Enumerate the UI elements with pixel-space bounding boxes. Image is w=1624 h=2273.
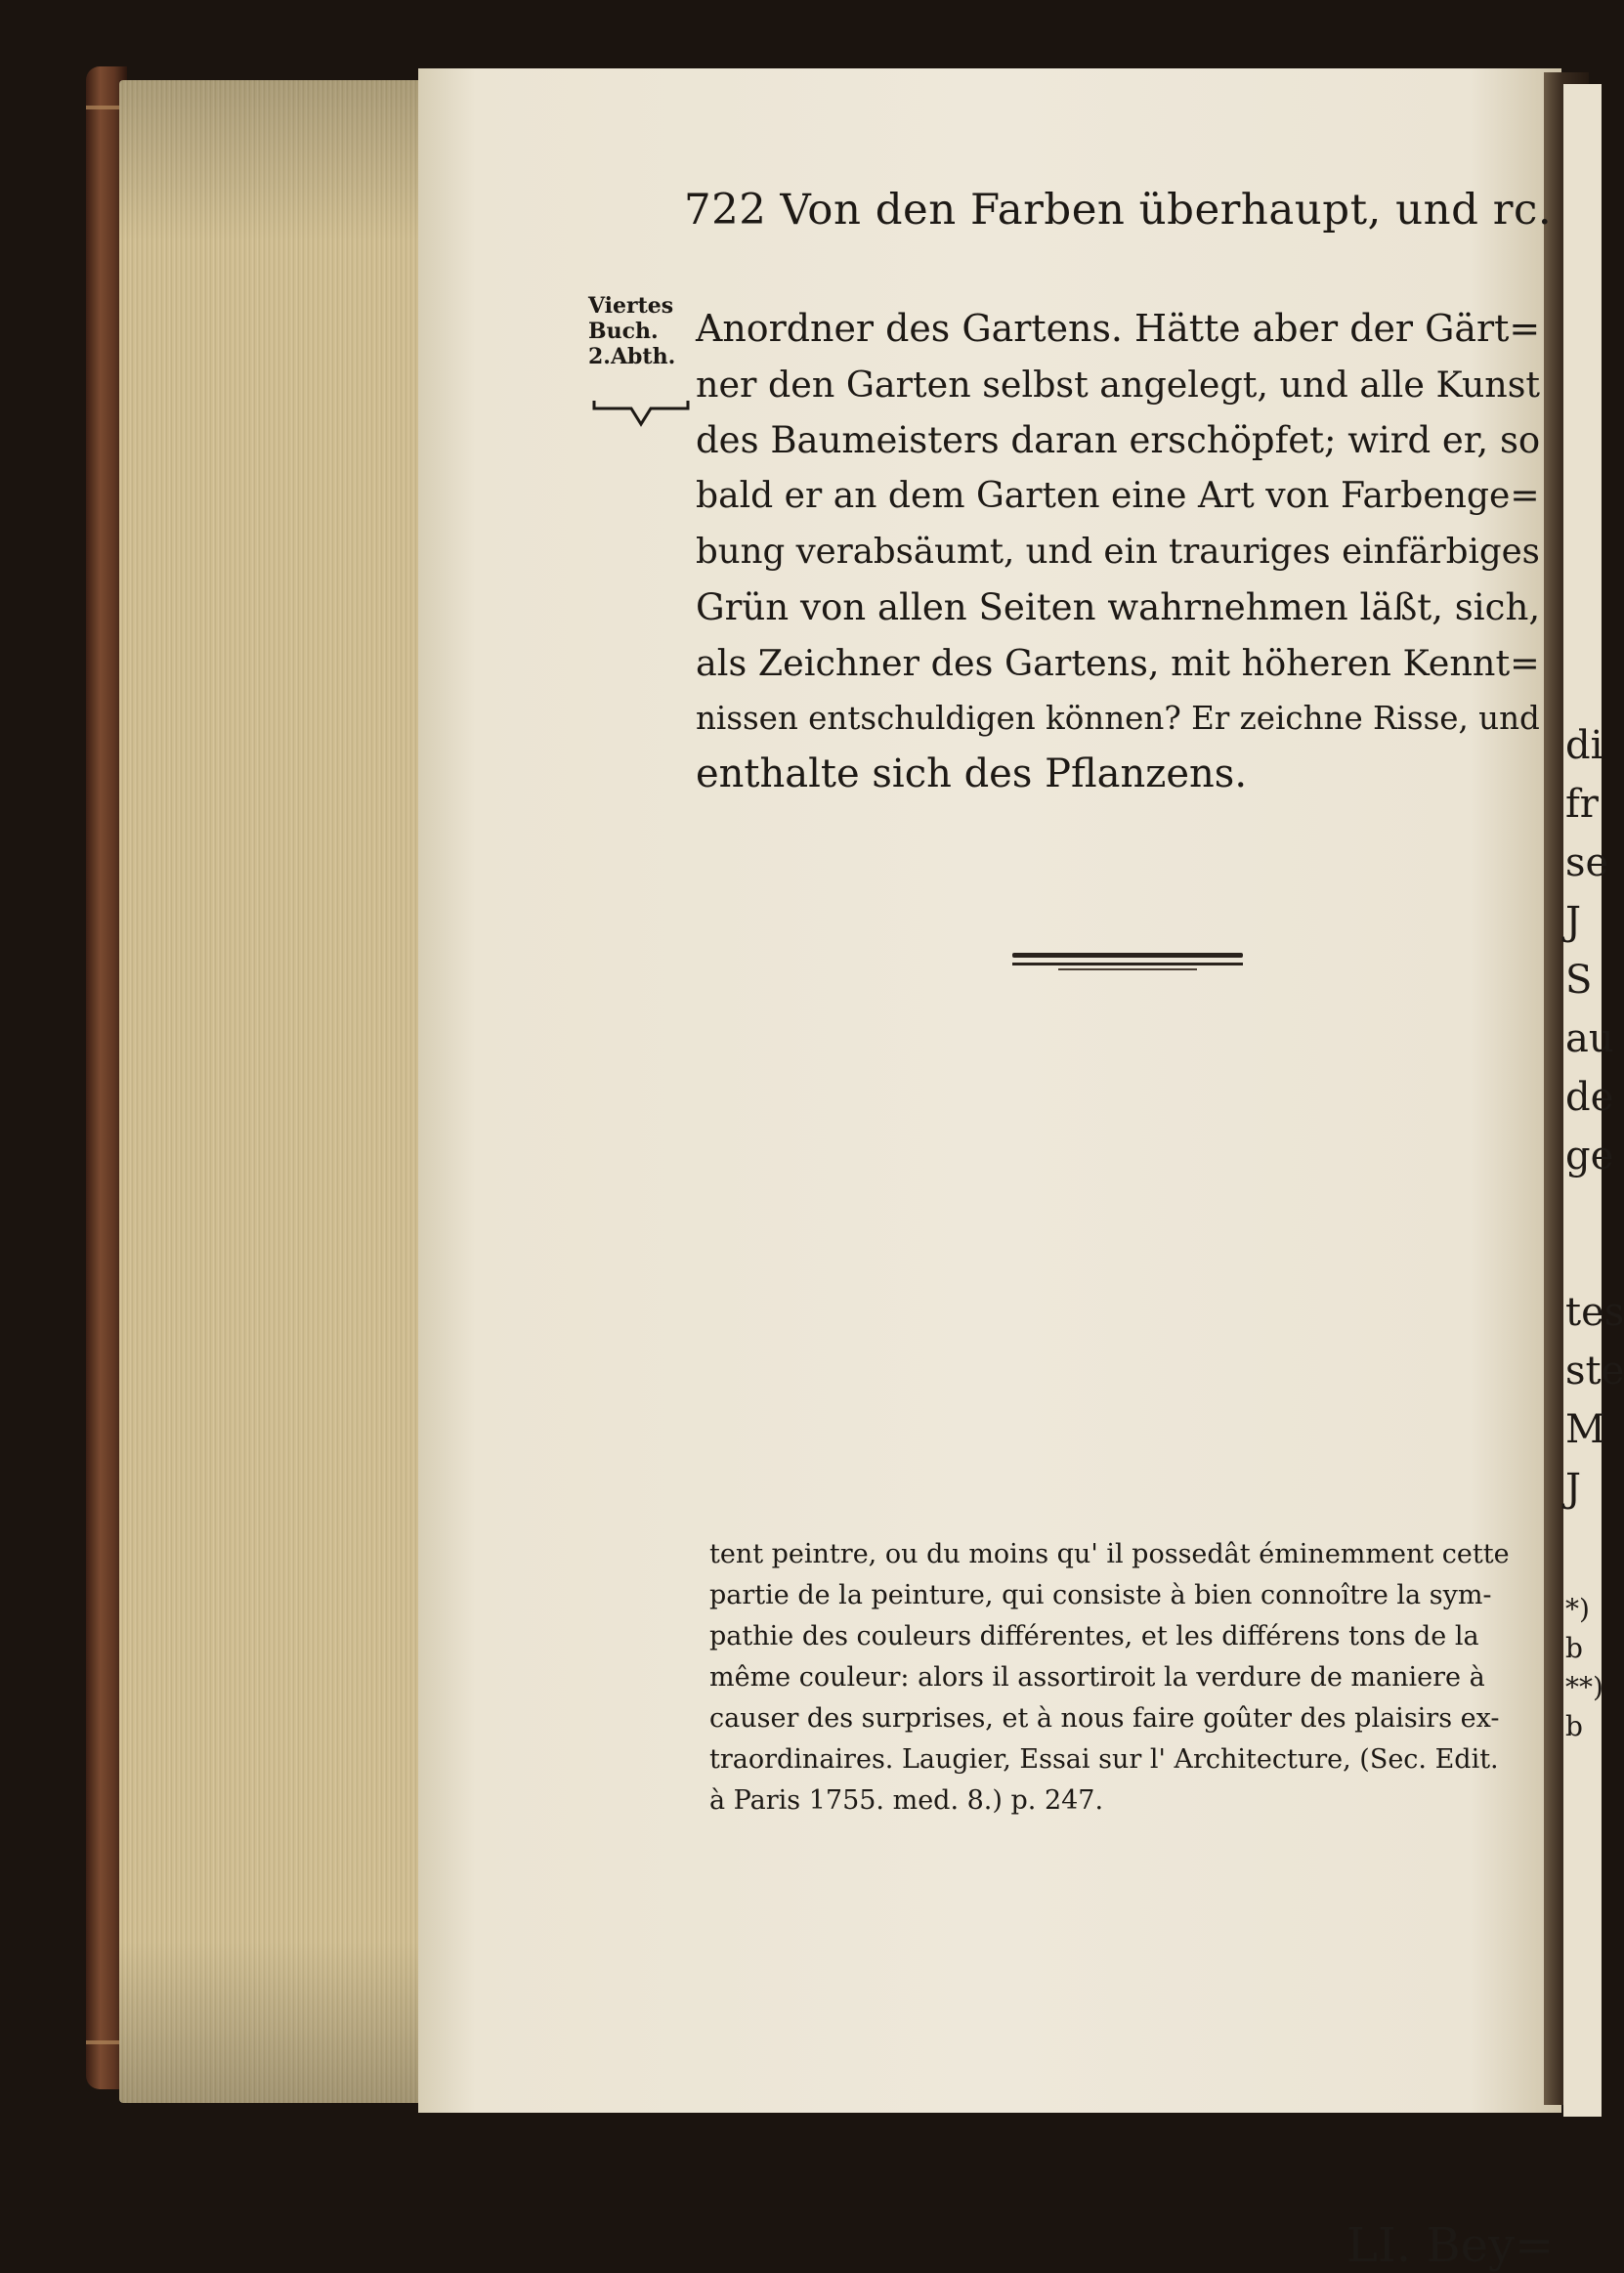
body-line: enthalte sich des Pflanzens. <box>696 751 1248 796</box>
footnote-line: pathie des couleurs différentes, et les différens tons de la <box>709 1621 1479 1651</box>
facing-page-text: M <box>1565 1407 1605 1452</box>
rule-thin <box>1012 963 1243 965</box>
facing-page-fragment <box>1563 84 1624 2117</box>
facing-page-text: b <box>1565 1632 1583 1664</box>
body-line: des Baumeisters daran erschöpfet; wird er, so <box>696 419 1541 461</box>
margin-note-line: Buch. <box>588 319 659 344</box>
rule-thick <box>1012 953 1243 958</box>
margin-note-line: 2.Abth. <box>588 344 676 369</box>
facing-page-text: ge <box>1565 1134 1614 1179</box>
ornamental-rule <box>1012 953 1243 970</box>
running-head <box>684 186 1554 235</box>
body-line: Anordner des Gartens. Hätte aber der Gärt= <box>696 307 1541 350</box>
running-title: Von den Farben überhaupt, und rc. <box>780 186 1553 235</box>
facing-page-text: ste <box>1565 1349 1624 1394</box>
body-line: als Zeichner des Gartens, mit höheren Kennt= <box>696 642 1540 684</box>
body-line: bald er an dem Garten eine Art von Farbenge= <box>696 475 1540 516</box>
margin-note <box>588 293 704 369</box>
body-line: bung verabsäumt, und ein trauriges einfärbiges <box>696 532 1540 572</box>
facing-page-text: di <box>1565 723 1603 768</box>
facing-page-text: b <box>1565 1710 1583 1742</box>
facing-page-text: se <box>1565 840 1609 885</box>
body-text <box>696 301 1540 802</box>
catchword: LI. Bey= <box>1346 2218 1555 2273</box>
footnote-line: traordinaires. Laugier, Essai sur l' Architecture, (Sec. Edit. <box>709 1744 1499 1775</box>
facing-page-text: tes <box>1565 1290 1624 1335</box>
facing-page-text: S <box>1565 958 1593 1003</box>
facing-page-text: **) <box>1565 1671 1603 1703</box>
facing-page-text: de <box>1565 1075 1614 1120</box>
footnote <box>709 1534 1528 1822</box>
facing-page-text: au <box>1565 1016 1614 1061</box>
page-block-shadow <box>119 80 424 2103</box>
facing-page-text: *) <box>1565 1593 1590 1625</box>
page-number: 722 <box>684 186 767 235</box>
footnote-line: à Paris 1755. med. 8.) p. 247. <box>709 1785 1104 1816</box>
footnote-line: causer des surprises, et à nous faire goûter des plaisirs ex- <box>709 1703 1500 1734</box>
body-line: ner den Garten selbst angelegt, und alle Kunst <box>696 364 1541 406</box>
margin-note-line: Viertes <box>588 293 674 319</box>
body-line: Grün von allen Seiten wahrnehmen läßt, sich, <box>696 586 1541 628</box>
facing-page-text: fr <box>1565 782 1599 827</box>
facing-page-text: J <box>1565 1466 1582 1511</box>
body-line: nissen entschuldigen können? Er zeichne Risse, und <box>696 700 1540 737</box>
footnote-line: tent peintre, ou du moins qu' il possedât éminemment cette <box>709 1539 1510 1569</box>
rule-short <box>1058 968 1197 970</box>
facing-page-text: J <box>1565 899 1582 944</box>
footnote-line: même couleur: alors il assortiroit la verdure de maniere à <box>709 1662 1485 1693</box>
margin-brace-icon <box>592 395 690 430</box>
footnote-line: partie de la peinture, qui consiste à bien connoître la sym- <box>709 1580 1492 1610</box>
